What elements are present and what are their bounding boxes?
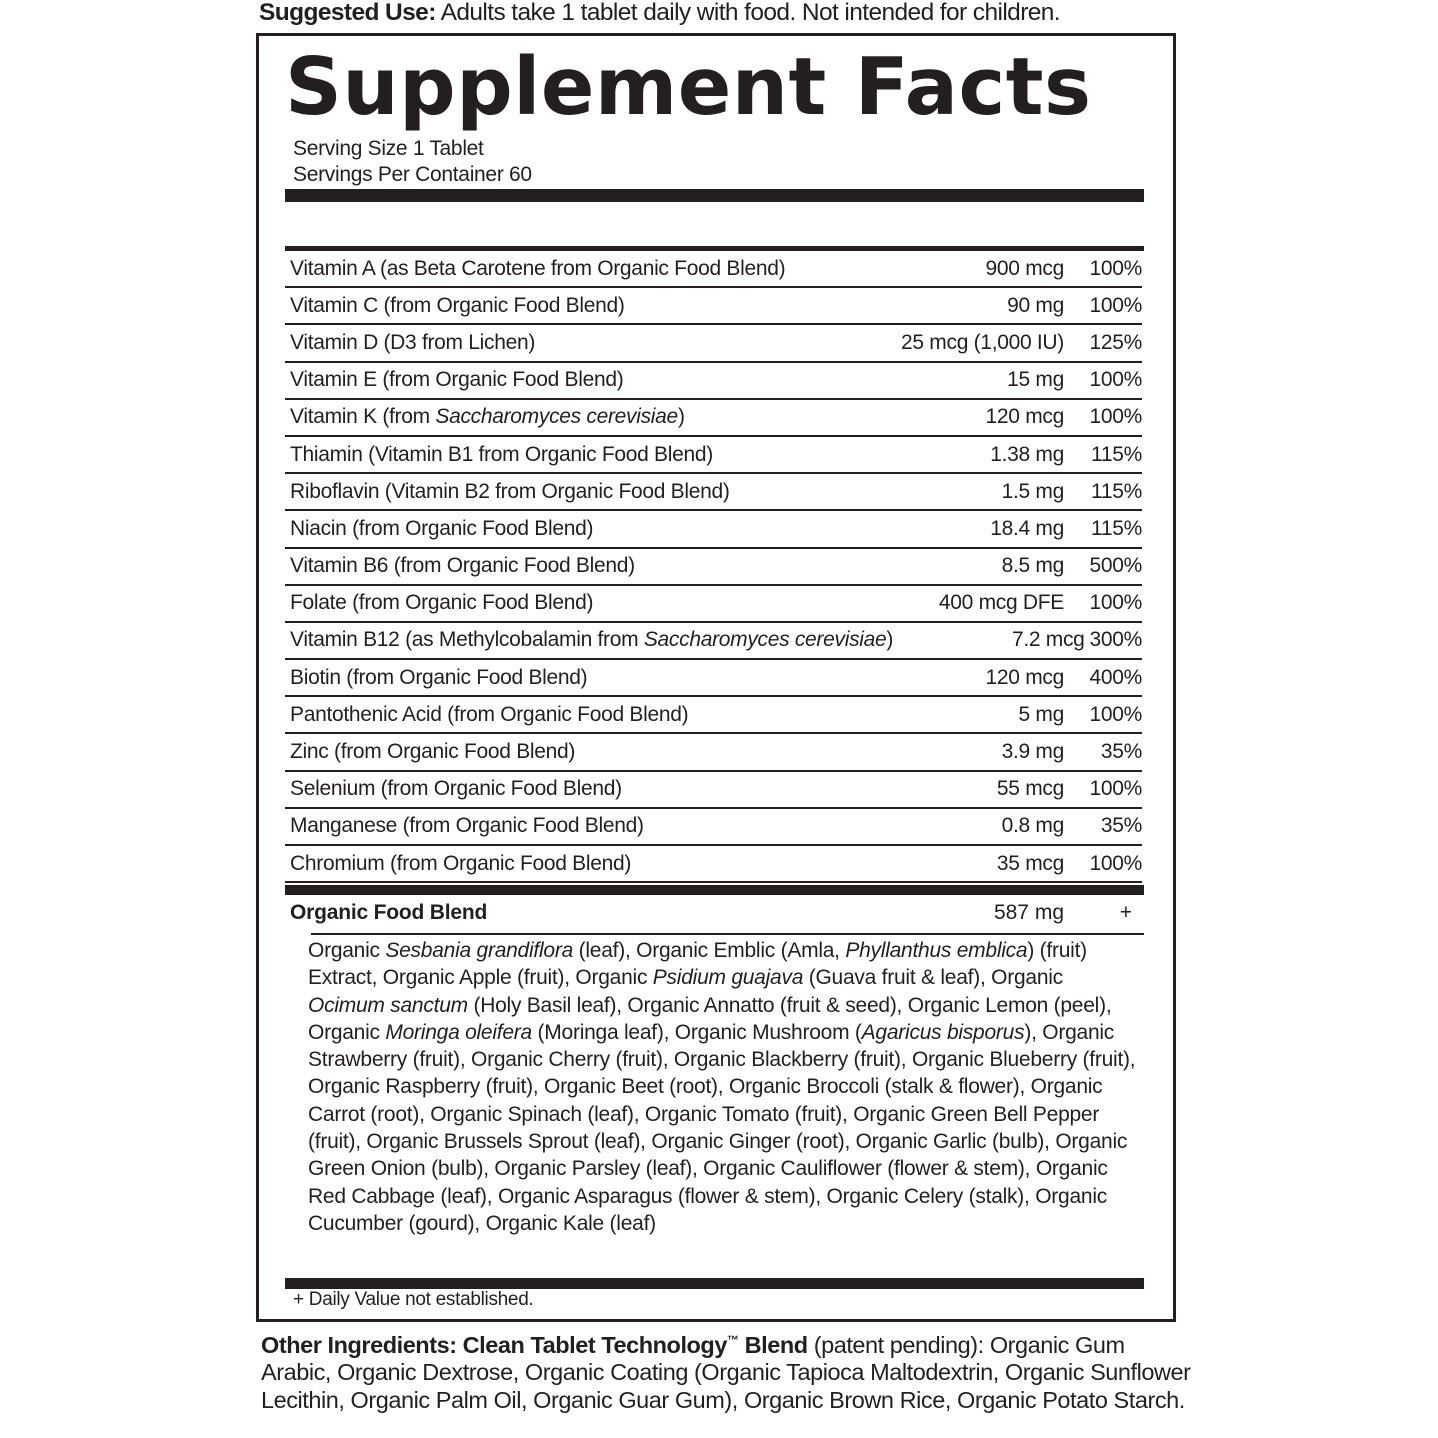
nutrient-row bbox=[285, 251, 1142, 288]
nutrient-row bbox=[285, 437, 1142, 474]
nutrient-amount: 15 mg bbox=[1007, 368, 1064, 392]
nutrient-row bbox=[285, 809, 1142, 846]
nutrient-daily-value: 35% bbox=[1100, 740, 1142, 764]
nutrient-name: Folate (from Organic Food Blend) bbox=[290, 591, 594, 615]
nutrient-row bbox=[285, 400, 1142, 437]
servings-per-container: Servings Per Container 60 bbox=[293, 163, 532, 186]
nutrient-name: Chromium (from Organic Food Blend) bbox=[290, 851, 632, 875]
nutrient-row bbox=[285, 549, 1142, 586]
nutrient-daily-value: 100% bbox=[1089, 256, 1142, 280]
nutrient-amount: 18.4 mg bbox=[990, 516, 1064, 540]
nutrient-name: Zinc (from Organic Food Blend) bbox=[290, 740, 576, 764]
blend-rule bbox=[311, 933, 1144, 935]
nutrient-name: Vitamin B12 (as Methylcobalamin from Saccharomyces cerevisiae) bbox=[290, 628, 894, 652]
nutrient-daily-value: 100% bbox=[1089, 368, 1142, 392]
nutrient-amount: 0.8 mg bbox=[1001, 814, 1064, 838]
supplement-facts-panel bbox=[256, 33, 1176, 1322]
nutrient-name: Pantothenic Acid (from Organic Food Blend) bbox=[290, 702, 689, 726]
nutrient-row bbox=[285, 623, 1142, 660]
nutrient-amount: 120 mcg bbox=[985, 405, 1064, 429]
footnote: + Daily Value not established. bbox=[293, 1289, 534, 1310]
nutrient-amount: 8.5 mg bbox=[1001, 554, 1064, 578]
nutrient-row bbox=[285, 325, 1142, 362]
nutrient-name: Selenium (from Organic Food Blend) bbox=[290, 777, 622, 801]
nutrient-amount: 35 mcg bbox=[996, 851, 1064, 875]
nutrient-name: Vitamin E (from Organic Food Blend) bbox=[290, 368, 624, 392]
other-ingredients-label: Other Ingredients: Clean Tablet Technology™ Blend bbox=[261, 1331, 808, 1358]
nutrient-name: Vitamin C (from Organic Food Blend) bbox=[290, 293, 625, 317]
nutrient-row bbox=[285, 772, 1142, 809]
nutrient-name: Vitamin D (D3 from Lichen) bbox=[290, 330, 536, 354]
nutrient-daily-value: 35% bbox=[1100, 814, 1142, 838]
other-ingredients-text: (patent pending): Organic Gum Arabic, Organic Dextrose, Organic Coating (Organic Tapioca Maltodextrin, Organic Sunflower Lecithin, Organic Palm Oil, Organic Guar Gum), Organic Brown Rice, Organic Potato Starch. bbox=[261, 1331, 1191, 1413]
thick-rule-bottom bbox=[285, 1278, 1144, 1289]
nutrient-daily-value: 100% bbox=[1089, 293, 1142, 317]
nutrient-name: Vitamin B6 (from Organic Food Blend) bbox=[290, 554, 635, 578]
nutrient-name: Vitamin K (from Saccharomyces cerevisiae) bbox=[290, 405, 685, 429]
nutrient-row bbox=[285, 660, 1142, 697]
nutrient-amount: 55 mcg bbox=[996, 777, 1064, 801]
nutrient-daily-value: 300% bbox=[1089, 628, 1142, 652]
thick-rule-top bbox=[285, 189, 1144, 202]
nutrient-row bbox=[285, 474, 1142, 511]
nutrient-name: Riboflavin (Vitamin B2 from Organic Food Blend) bbox=[290, 479, 730, 503]
nutrient-name: Biotin (from Organic Food Blend) bbox=[290, 665, 588, 689]
nutrient-amount: 5 mg bbox=[1018, 702, 1064, 726]
blend-amount: 587 mg bbox=[993, 901, 1064, 924]
nutrient-daily-value: 100% bbox=[1089, 777, 1142, 801]
nutrient-amount: 25 mcg (1,000 IU) bbox=[901, 330, 1064, 354]
nutrient-amount: 1.5 mg bbox=[1001, 479, 1064, 503]
nutrient-table bbox=[285, 251, 1142, 883]
nutrient-row bbox=[285, 697, 1142, 734]
blend-dv: + bbox=[1119, 901, 1132, 924]
nutrient-daily-value: 115% bbox=[1091, 516, 1142, 540]
nutrient-amount: 3.9 mg bbox=[1001, 740, 1064, 764]
nutrient-daily-value: 115% bbox=[1091, 442, 1142, 466]
serving-size: Serving Size 1 Tablet bbox=[293, 137, 484, 160]
nutrient-row bbox=[285, 288, 1142, 325]
nutrient-row bbox=[285, 734, 1142, 771]
suggested-use bbox=[259, 0, 1199, 28]
nutrient-row bbox=[285, 586, 1142, 623]
nutrient-amount: 90 mg bbox=[1007, 293, 1064, 317]
nutrient-row bbox=[285, 846, 1142, 883]
serving-info bbox=[293, 136, 532, 188]
nutrient-name: Vitamin A (as Beta Carotene from Organic Food Blend) bbox=[290, 256, 786, 280]
nutrient-amount: 400 mcg DFE bbox=[938, 591, 1064, 615]
nutrient-amount: 120 mcg bbox=[985, 665, 1064, 689]
nutrient-amount: 1.38 mg bbox=[990, 442, 1064, 466]
suggested-use-text: Adults take 1 tablet daily with food. Not intended for children. bbox=[435, 0, 1061, 26]
nutrient-row bbox=[285, 511, 1142, 548]
nutrient-daily-value: 400% bbox=[1089, 665, 1142, 689]
nutrient-daily-value: 100% bbox=[1089, 591, 1142, 615]
nutrient-name: Niacin (from Organic Food Blend) bbox=[290, 516, 594, 540]
blend-name: Organic Food Blend bbox=[290, 901, 488, 924]
nutrient-amount: 7.2 mcg bbox=[1011, 628, 1085, 652]
nutrient-daily-value: 100% bbox=[1089, 405, 1142, 429]
nutrient-daily-value: 100% bbox=[1089, 851, 1142, 875]
blend-row bbox=[285, 894, 1142, 932]
nutrient-name: Thiamin (Vitamin B1 from Organic Food Blend) bbox=[290, 442, 713, 466]
suggested-use-label: Suggested Use: bbox=[259, 0, 436, 26]
blend-ingredients: Organic Sesbania grandiflora (leaf), Organic Emblic (Amla, Phyllanthus emblica) (fruit) Extract, Organic Apple (fruit), Organic Psidium guajava (Guava fruit & leaf), Organic Ocimum sanctum (Holy Basil leaf), Organic Annatto (fruit & seed), Organic Lemon (peel), Organic Moringa oleifera (Moringa leaf), Organic Mushroom (Agaricus bisporus), Organic Strawberry (fruit), Organic Cherry (fruit), Organic Blackberry (fruit), Organic Blueberry (fruit), Organic Raspberry (fruit), Organic Beet (root), Organic Broccoli (stalk & flower), Organic Carrot (root), Organic Spinach (leaf), Organic Tomato (fruit), Organic Green Bell Pepper (fruit), Organic Brussels Sprout (leaf), Organic Ginger (root), Organic Garlic (bulb), Organic Green Onion (bulb), Organic Parsley (leaf), Organic Cauliflower (flower & stem), Organic Red Cabbage (leaf), Organic Asparagus (flower & stem), Organic Celery (stalk), Organic Cucumber (gourd), Organic Kale (leaf) bbox=[308, 939, 1136, 1235]
nutrient-daily-value: 100% bbox=[1089, 702, 1142, 726]
nutrient-row bbox=[285, 363, 1142, 400]
nutrient-daily-value: 500% bbox=[1089, 554, 1142, 578]
panel-title: Supplement Facts bbox=[285, 41, 1092, 133]
nutrient-daily-value: 125% bbox=[1089, 330, 1142, 354]
nutrient-amount: 900 mcg bbox=[985, 256, 1064, 280]
nutrient-daily-value: 115% bbox=[1091, 479, 1142, 503]
other-ingredients bbox=[261, 1327, 1191, 1414]
nutrient-name: Manganese (from Organic Food Blend) bbox=[290, 814, 644, 838]
